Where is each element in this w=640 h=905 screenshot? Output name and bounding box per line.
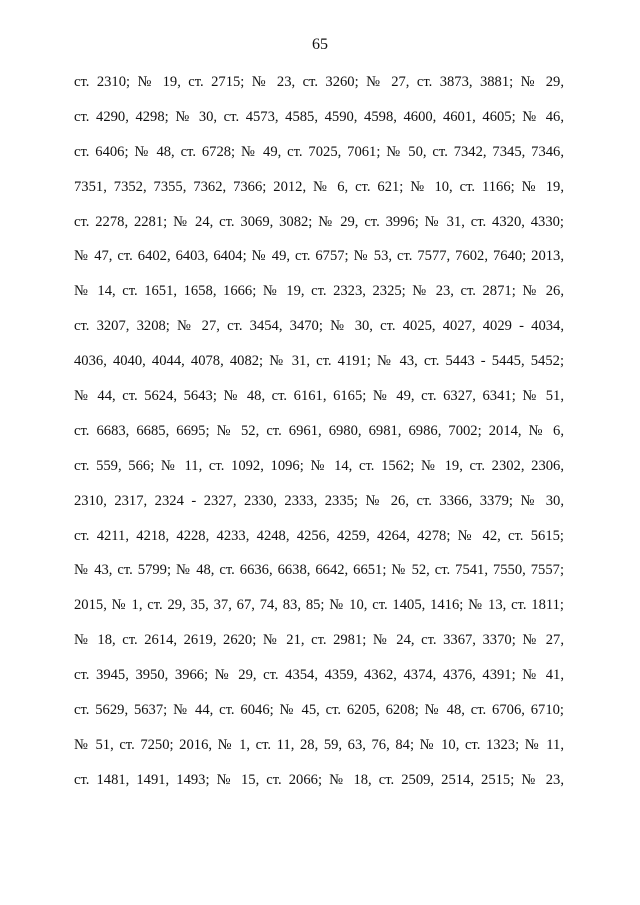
text-line: 4036, 4040, 4044, 4078, 4082; № 31, ст. 4191; № 43, ст. 5443 - 5445, 5452;: [74, 353, 564, 370]
text-line: № 47, ст. 6402, 6403, 6404; № 49, ст. 6757; № 53, ст. 7577, 7602, 7640; 2013,: [74, 248, 564, 265]
text-line: № 18, ст. 2614, 2619, 2620; № 21, ст. 2981; № 24, ст. 3367, 3370; № 27,: [74, 632, 564, 649]
text-line: ст. 5629, 5637; № 44, ст. 6046; № 45, ст. 6205, 6208; № 48, ст. 6706, 6710;: [74, 702, 564, 719]
text-line: ст. 6406; № 48, ст. 6728; № 49, ст. 7025, 7061; № 50, ст. 7342, 7345, 7346,: [74, 143, 564, 160]
text-line: ст. 559, 566; № 11, ст. 1092, 1096; № 14, ст. 1562; № 19, ст. 2302, 2306,: [74, 457, 564, 474]
text-line: 2310, 2317, 2324 - 2327, 2330, 2333, 2335; № 26, ст. 3366, 3379; № 30,: [74, 492, 564, 509]
text-line: ст. 2310; № 19, ст. 2715; № 23, ст. 3260; № 27, ст. 3873, 3881; № 29,: [74, 74, 564, 90]
text-line: 7351, 7352, 7355, 7362, 7366; 2012, № 6, ст. 621; № 10, ст. 1166; № 19,: [74, 178, 564, 195]
text-line: ст. 4211, 4218, 4228, 4233, 4248, 4256, 4259, 4264, 4278; № 42, ст. 5615;: [74, 527, 564, 544]
text-line: ст. 1481, 1491, 1493; № 15, ст. 2066; № 18, ст. 2509, 2514, 2515; № 23,: [74, 771, 564, 788]
body-text: [74, 72, 564, 805]
text-line: ст. 6683, 6685, 6695; № 52, ст. 6961, 6980, 6981, 6986, 7002; 2014, № 6,: [74, 422, 564, 439]
page-number: 65: [312, 36, 328, 53]
text-line: № 43, ст. 5799; № 48, ст. 6636, 6638, 6642, 6651; № 52, ст. 7541, 7550, 7557;: [74, 562, 564, 579]
text-line: ст. 2278, 2281; № 24, ст. 3069, 3082; № 29, ст. 3996; № 31, ст. 4320, 4330;: [74, 213, 564, 230]
text-line: 2015, № 1, ст. 29, 35, 37, 67, 74, 83, 85; № 10, ст. 1405, 1416; № 13, ст. 1811;: [74, 597, 564, 614]
text-line: № 44, ст. 5624, 5643; № 48, ст. 6161, 6165; № 49, ст. 6327, 6341; № 51,: [74, 388, 564, 405]
text-line: № 14, ст. 1651, 1658, 1666; № 19, ст. 2323, 2325; № 23, ст. 2871; № 26,: [74, 283, 564, 300]
text-line: ст. 3945, 3950, 3966; № 29, ст. 4354, 4359, 4362, 4374, 4376, 4391; № 41,: [74, 667, 564, 684]
text-line: ст. 4290, 4298; № 30, ст. 4573, 4585, 4590, 4598, 4600, 4601, 4605; № 46,: [74, 108, 564, 125]
text-line: ст. 3207, 3208; № 27, ст. 3454, 3470; № 30, ст. 4025, 4027, 4029 - 4034,: [74, 318, 564, 335]
text-line: № 51, ст. 7250; 2016, № 1, ст. 11, 28, 59, 63, 76, 84; № 10, ст. 1323; № 11,: [74, 736, 564, 753]
